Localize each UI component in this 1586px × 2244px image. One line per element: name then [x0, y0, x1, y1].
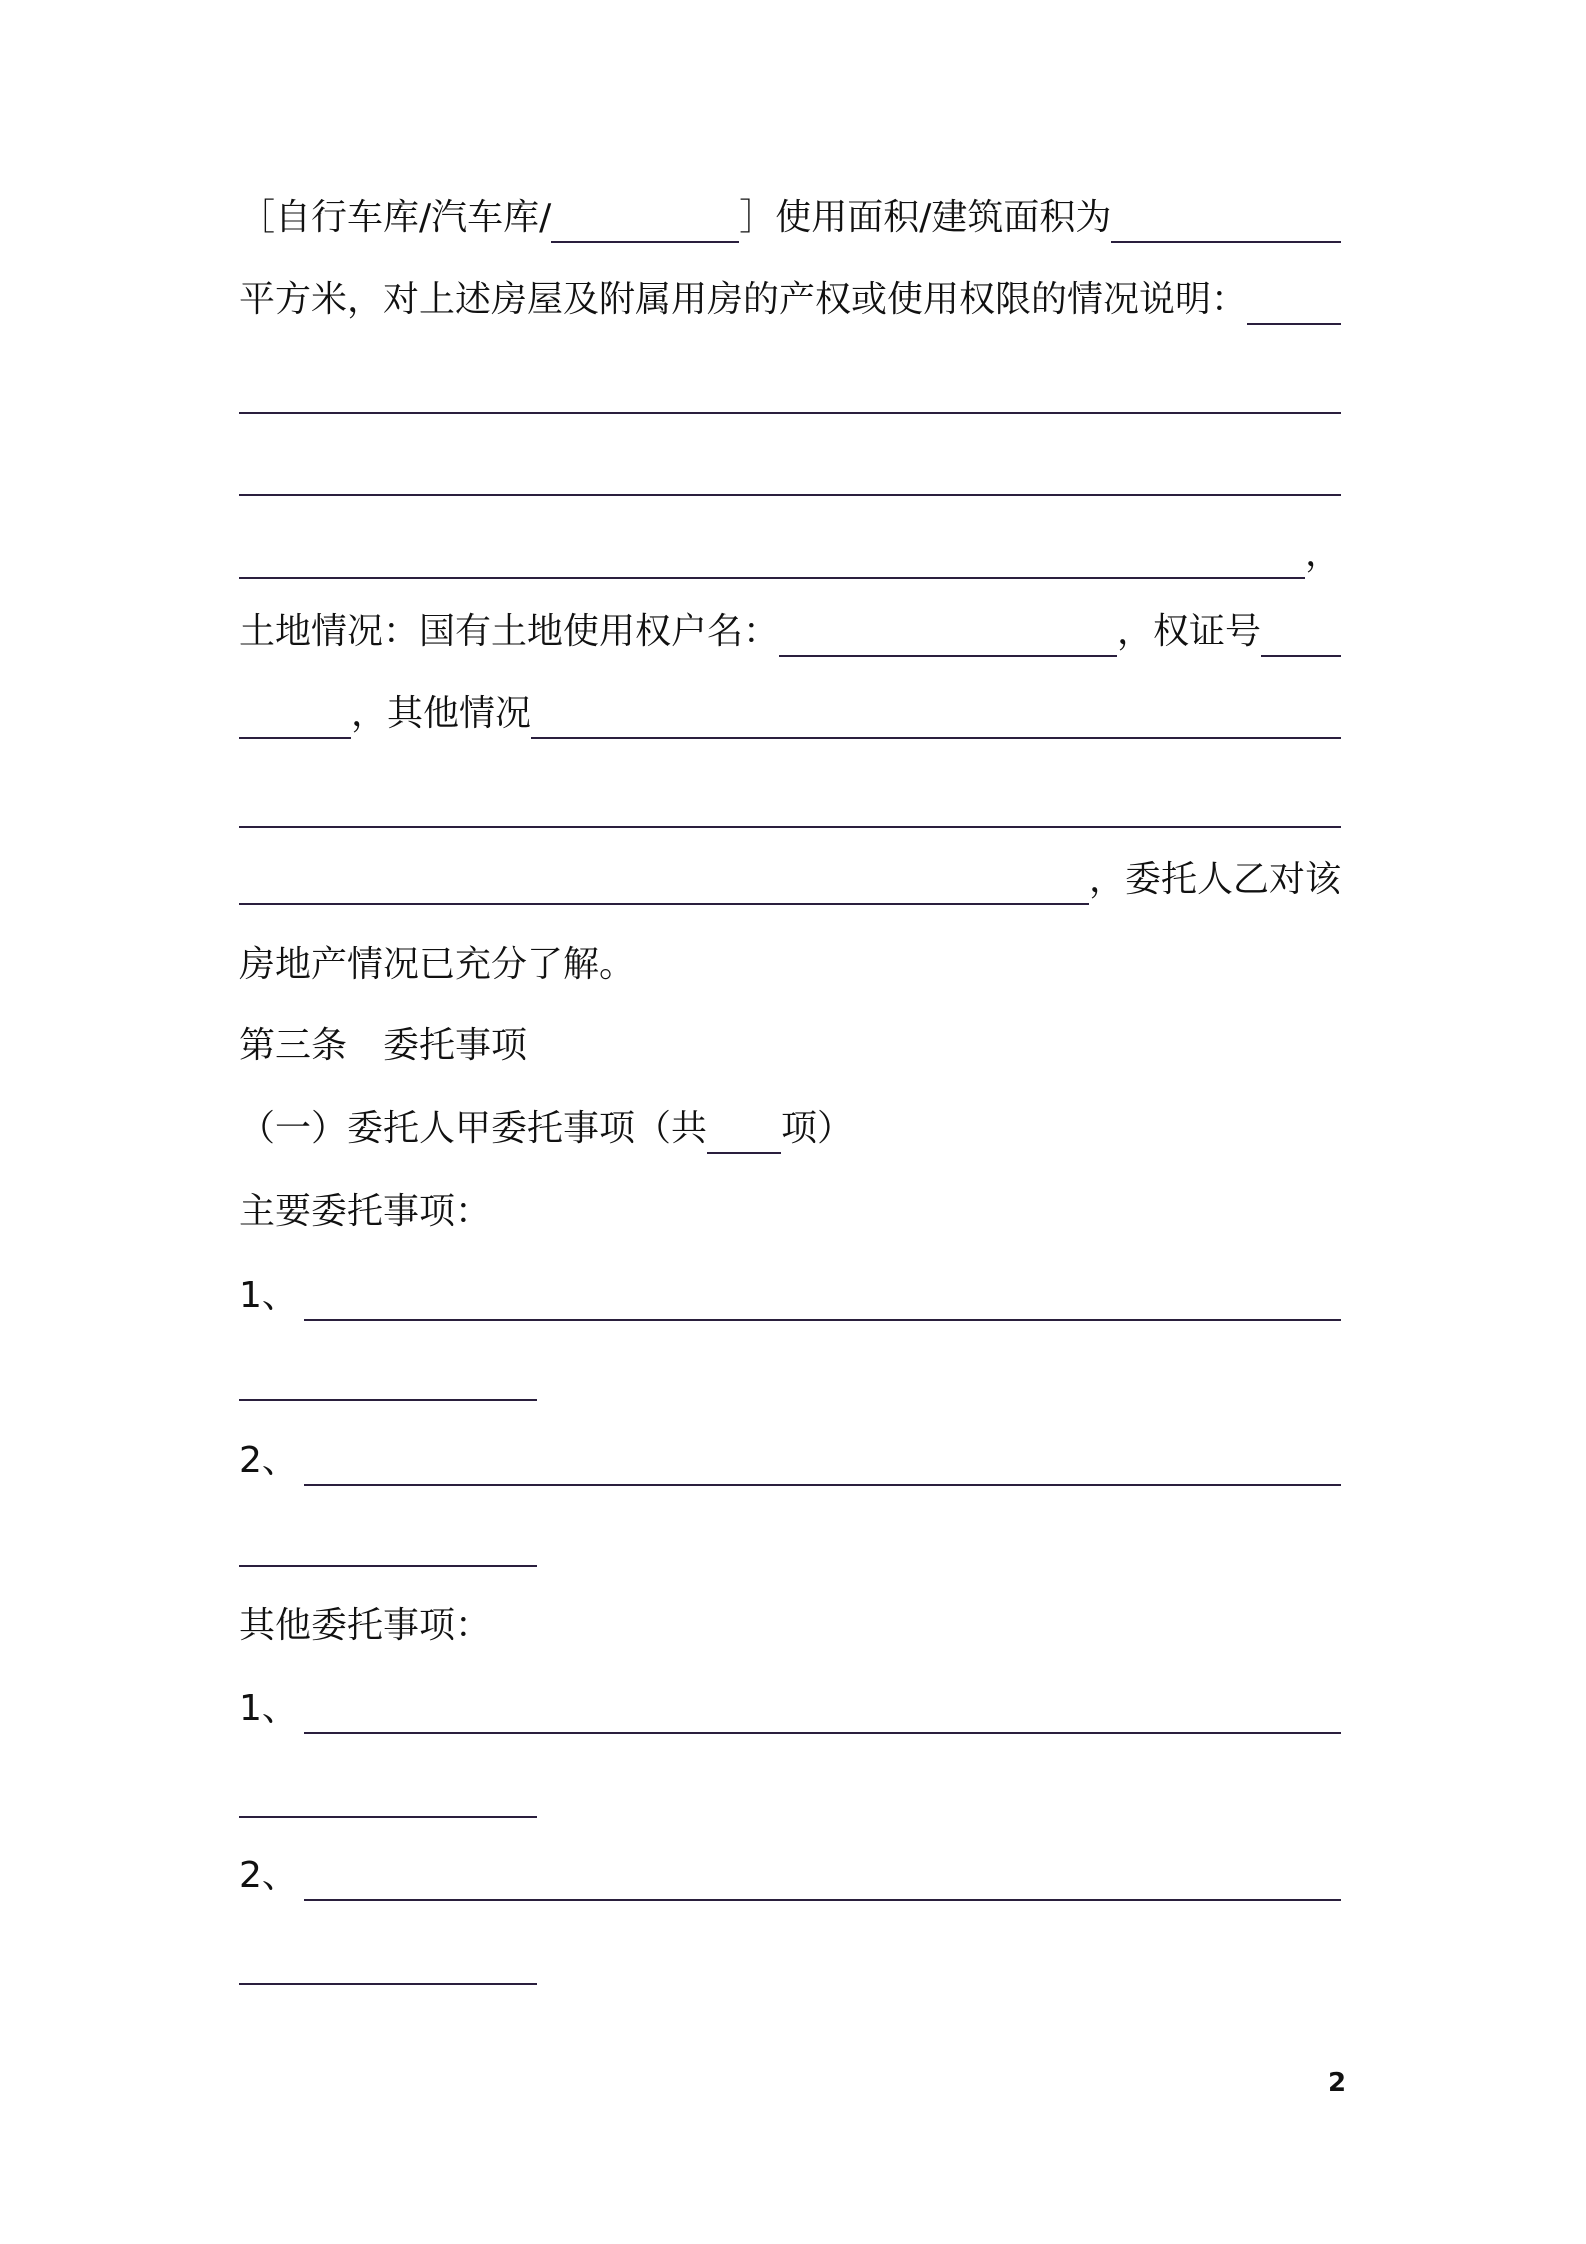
land-owner-blank[interactable] [779, 617, 1117, 657]
item-count-blank[interactable] [707, 1114, 781, 1154]
fully-understood-text: 房地产情况已充分了解。 [239, 944, 636, 985]
item-number: 2、 [239, 1440, 298, 1481]
garage-other-blank[interactable] [551, 203, 739, 243]
comma-text: ， [1304, 533, 1341, 574]
line-entrustor-items [239, 1104, 1341, 1154]
item-number: 2、 [239, 1855, 298, 1896]
main-items-heading [239, 1187, 1341, 1237]
main-item-1-blank-2[interactable] [239, 1361, 537, 1401]
rights-description-blank[interactable] [1247, 285, 1341, 325]
other-item-1-blank[interactable] [304, 1694, 1341, 1734]
blank-line [239, 778, 1341, 828]
rights-description-text: 平方米，对上述房屋及附属用房的产权或使用权限的情况说明： [239, 279, 1248, 320]
certificate-label: ，权证号 [1117, 611, 1262, 652]
item-number: 1、 [239, 1688, 298, 1729]
other-items-heading [239, 1601, 1341, 1651]
main-item-2 [239, 1436, 1341, 1486]
rights-description-blank-3[interactable] [239, 456, 1341, 496]
other-info-blank-2[interactable] [239, 788, 1341, 828]
blank-line [239, 1351, 1341, 1401]
other-items-title: 其他委托事项： [239, 1605, 492, 1646]
article-three-title: 第三条 委托事项 [239, 1025, 528, 1066]
entrustor-items-label: （一）委托人甲委托事项（共 [239, 1108, 708, 1149]
line-garage-area [239, 193, 1341, 243]
line-land-info [239, 607, 1341, 657]
other-item-2-blank-2[interactable] [239, 1945, 537, 1985]
other-item-2-blank[interactable] [304, 1861, 1341, 1901]
items-suffix: 项） [781, 1108, 854, 1149]
blank-line [239, 446, 1341, 496]
blank-line [239, 1768, 1341, 1818]
line-fully-understood [239, 940, 1341, 990]
main-item-2-blank[interactable] [304, 1446, 1341, 1486]
other-item-1-blank-2[interactable] [239, 1778, 537, 1818]
land-owner-label: 土地情况：国有土地使用权户名： [239, 611, 780, 652]
item-number: 1、 [239, 1275, 298, 1316]
other-item-2 [239, 1851, 1341, 1901]
article-three-heading [239, 1021, 1341, 1071]
main-item-2-blank-2[interactable] [239, 1527, 537, 1567]
certificate-blank[interactable] [1261, 617, 1341, 657]
line-other-info [239, 689, 1341, 739]
certificate-blank-cont[interactable] [239, 699, 351, 739]
area-label-text: ］使用面积/建筑面积为 [739, 197, 1112, 238]
blank-line [239, 364, 1341, 414]
other-info-label: ，其他情况 [351, 693, 532, 734]
line-rights-end [239, 529, 1341, 579]
rights-description-blank-4[interactable] [239, 539, 1305, 579]
line-entrustee-aware [239, 855, 1341, 905]
main-item-1-blank[interactable] [304, 1281, 1341, 1321]
other-item-1 [239, 1684, 1341, 1734]
rights-description-blank-2[interactable] [239, 374, 1341, 414]
other-info-blank[interactable] [531, 699, 1341, 739]
blank-line [239, 1517, 1341, 1567]
line-rights-description [239, 275, 1341, 325]
main-item-1 [239, 1271, 1341, 1321]
page-number: 2 [1328, 2068, 1347, 2098]
main-items-title: 主要委托事项： [239, 1191, 492, 1232]
garage-type-text: ［自行车库/汽车库/ [239, 197, 552, 238]
area-blank[interactable] [1111, 203, 1341, 243]
blank-line [239, 1935, 1341, 1985]
other-info-blank-3[interactable] [239, 865, 1089, 905]
entrustee-aware-text: ，委托人乙对该 [1088, 859, 1341, 900]
